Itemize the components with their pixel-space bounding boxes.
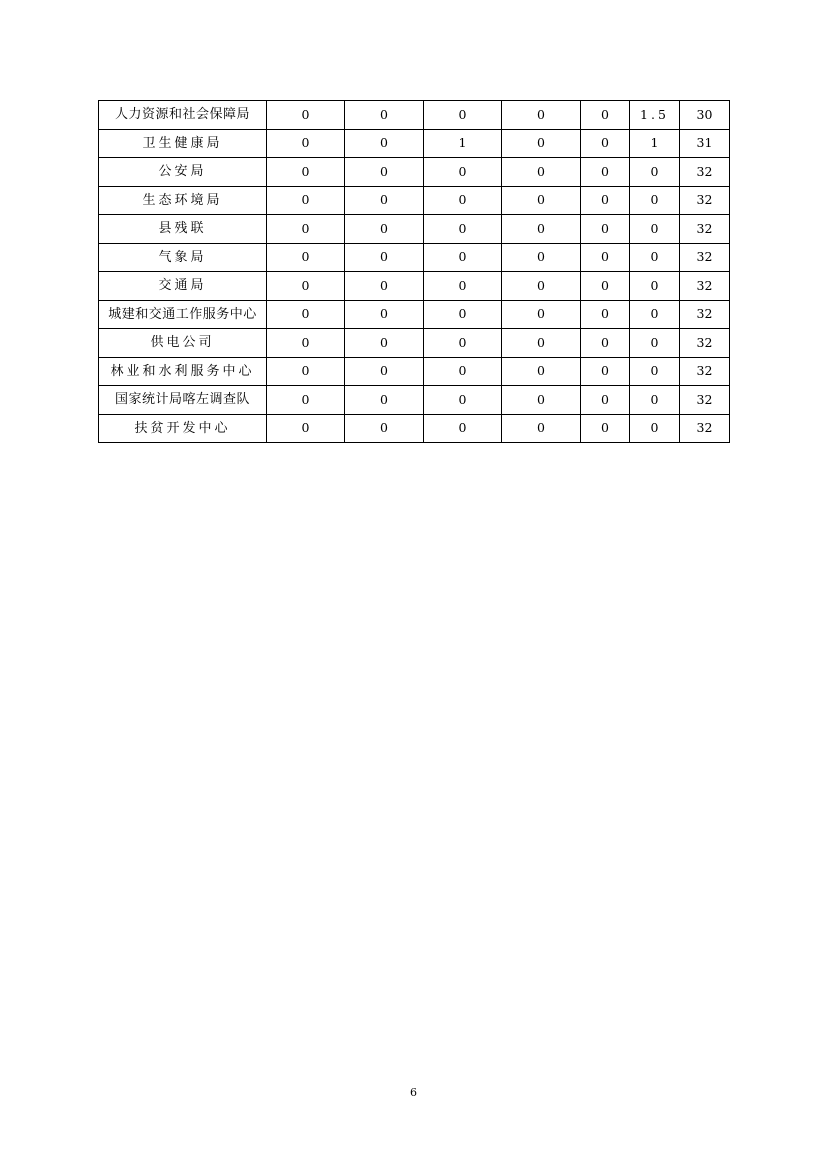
- value-cell: 32: [680, 272, 730, 301]
- value-cell: 0: [345, 101, 424, 130]
- department-cell: 城建和交通工作服务中心: [99, 300, 267, 329]
- value-cell: 0: [345, 272, 424, 301]
- value-cell: 0: [424, 386, 502, 415]
- value-cell: 0: [424, 357, 502, 386]
- value-cell: 0: [581, 243, 630, 272]
- table-row: [99, 329, 730, 358]
- value-cell: 0: [581, 158, 630, 187]
- value-cell: 32: [680, 386, 730, 415]
- department-cell: 国家统计局喀左调查队: [99, 386, 267, 415]
- table-row: [99, 101, 730, 130]
- page-number: 6: [410, 1086, 417, 1099]
- value-cell: 32: [680, 300, 730, 329]
- value-cell: 0: [424, 300, 502, 329]
- value-cell: 0: [267, 386, 345, 415]
- value-cell: 1: [424, 129, 502, 158]
- table-row: [99, 186, 730, 215]
- value-cell: 0: [267, 243, 345, 272]
- value-cell: 0: [267, 357, 345, 386]
- value-cell: 0: [502, 186, 581, 215]
- value-cell: 31: [680, 129, 730, 158]
- value-cell: 32: [680, 215, 730, 244]
- value-cell: 0: [345, 215, 424, 244]
- department-cell: 卫生健康局: [99, 129, 267, 158]
- value-cell: 0: [502, 300, 581, 329]
- value-cell: 0: [581, 186, 630, 215]
- value-cell: 0: [267, 129, 345, 158]
- table-row: [99, 215, 730, 244]
- value-cell: 0: [345, 300, 424, 329]
- value-cell: 32: [680, 186, 730, 215]
- value-cell: 0: [581, 272, 630, 301]
- value-cell: 0: [630, 243, 680, 272]
- value-cell: 0: [630, 186, 680, 215]
- value-cell: 0: [345, 158, 424, 187]
- table-row: [99, 357, 730, 386]
- value-cell: 0: [581, 414, 630, 443]
- value-cell: 0: [581, 129, 630, 158]
- department-cell: 公安局: [99, 158, 267, 187]
- department-cell: 扶贫开发中心: [99, 414, 267, 443]
- value-cell: 0: [581, 329, 630, 358]
- value-cell: 0: [267, 300, 345, 329]
- value-cell: 0: [502, 272, 581, 301]
- department-cell: 县残联: [99, 215, 267, 244]
- value-cell: 0: [502, 386, 581, 415]
- value-cell: 0: [630, 414, 680, 443]
- value-cell: 1: [630, 129, 680, 158]
- value-cell: 0: [267, 158, 345, 187]
- value-cell: 0: [267, 101, 345, 130]
- value-cell: 0: [267, 272, 345, 301]
- value-cell: 0: [630, 329, 680, 358]
- value-cell: 0: [630, 158, 680, 187]
- value-cell: 0: [502, 414, 581, 443]
- value-cell: 0: [502, 357, 581, 386]
- value-cell: 0: [345, 243, 424, 272]
- department-cell: 人力资源和社会保障局: [99, 101, 267, 130]
- value-cell: 0: [630, 272, 680, 301]
- value-cell: 0: [345, 414, 424, 443]
- table-row: [99, 129, 730, 158]
- value-cell: 0: [630, 386, 680, 415]
- value-cell: 0: [581, 215, 630, 244]
- value-cell: 0: [424, 158, 502, 187]
- value-cell: 0: [502, 129, 581, 158]
- value-cell: 0: [345, 386, 424, 415]
- value-cell: 0: [630, 357, 680, 386]
- value-cell: 0: [267, 329, 345, 358]
- value-cell: 0: [502, 158, 581, 187]
- value-cell: 32: [680, 243, 730, 272]
- table-row: [99, 414, 730, 443]
- value-cell: 0: [581, 357, 630, 386]
- table-row: [99, 300, 730, 329]
- value-cell: 32: [680, 357, 730, 386]
- value-cell: 0: [630, 300, 680, 329]
- value-cell: 0: [424, 272, 502, 301]
- table-body: [99, 101, 730, 443]
- value-cell: 0: [267, 414, 345, 443]
- value-cell: 0: [424, 329, 502, 358]
- value-cell: 0: [267, 186, 345, 215]
- value-cell: 0: [502, 329, 581, 358]
- department-cell: 生态环境局: [99, 186, 267, 215]
- value-cell: 0: [424, 243, 502, 272]
- value-cell: 0: [345, 329, 424, 358]
- value-cell: 32: [680, 414, 730, 443]
- department-cell: 交通局: [99, 272, 267, 301]
- value-cell: 0: [267, 215, 345, 244]
- value-cell: 32: [680, 158, 730, 187]
- department-cell: 林业和水利服务中心: [99, 357, 267, 386]
- table-row: [99, 272, 730, 301]
- department-cell: 供电公司: [99, 329, 267, 358]
- value-cell: 0: [345, 357, 424, 386]
- value-cell: 30: [680, 101, 730, 130]
- value-cell: 0: [630, 215, 680, 244]
- table-row: [99, 386, 730, 415]
- value-cell: 0: [424, 186, 502, 215]
- value-cell: 0: [581, 101, 630, 130]
- value-cell: 0: [581, 386, 630, 415]
- value-cell: 0: [502, 101, 581, 130]
- value-cell: 0: [345, 129, 424, 158]
- table-row: [99, 243, 730, 272]
- value-cell: 1.5: [630, 101, 680, 130]
- value-cell: 0: [502, 243, 581, 272]
- table-row: [99, 158, 730, 187]
- score-table: [98, 100, 730, 443]
- value-cell: 0: [424, 101, 502, 130]
- value-cell: 0: [424, 215, 502, 244]
- value-cell: 0: [345, 186, 424, 215]
- value-cell: 0: [502, 215, 581, 244]
- value-cell: 32: [680, 329, 730, 358]
- value-cell: 0: [424, 414, 502, 443]
- department-cell: 气象局: [99, 243, 267, 272]
- value-cell: 0: [581, 300, 630, 329]
